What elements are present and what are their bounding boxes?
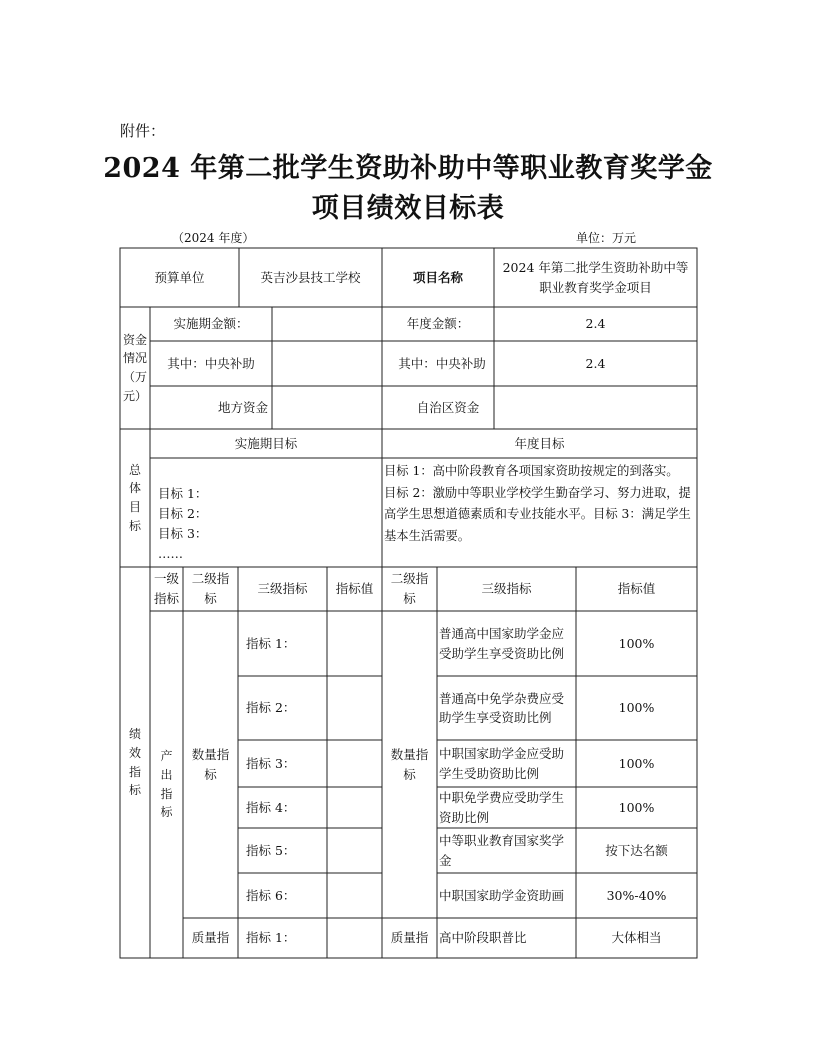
quality-right-value: 大体相当 xyxy=(611,930,662,945)
annual-central-value: 2.4 xyxy=(585,355,606,371)
level3-header-right: 三级指标 xyxy=(481,581,532,596)
funds-label-part: 资金 xyxy=(122,332,147,347)
right-indicator-name: 普通高中国家助学金应受助学生享受资助比例 xyxy=(439,626,565,661)
annual-goal-text: 目标 1：高中阶段教育各项国家资助按规定的到落实。 目标 2：激励中等职业学校学生勤奋学习、努力进取，提高学生思想道德素质和专业技能水平。目标 3：满足学生基本生活需要。 xyxy=(384,464,691,543)
page-title: 2024 年第二批学生资助补助中等职业教育奖学金 xyxy=(103,153,713,184)
quality-indicator-label: 质量指 xyxy=(191,930,230,945)
indicators-label-part: 绩 xyxy=(128,727,141,742)
funds-label-part: （万 xyxy=(122,370,147,384)
right-indicator-name: 普通高中免学杂费应受助学生享受资助比例 xyxy=(439,690,565,725)
right-indicator-value: 100% xyxy=(618,635,655,651)
right-indicator-value: 100% xyxy=(618,755,655,771)
unit-label: 单位：万元 xyxy=(576,231,637,245)
impl-goal-line: 目标 1： xyxy=(158,486,208,501)
right-indicator-name: 中职国家助学金应受助学生受助资助比例 xyxy=(439,746,565,781)
local-funds-value xyxy=(272,386,382,429)
right-indicator-value: 30%-40% xyxy=(606,887,667,903)
left-indicator-value xyxy=(327,740,382,787)
left-indicator-value xyxy=(327,787,382,828)
quantity-indicator-label: 数量指标 xyxy=(191,746,230,782)
goals-label-part: 标 xyxy=(128,518,141,533)
impl-amount-value xyxy=(272,307,382,341)
annual-central-label: 其中：中央补助 xyxy=(398,355,486,371)
output-label-part: 指 xyxy=(160,786,173,801)
budget-unit-label: 预算单位 xyxy=(154,269,205,285)
region-funds-label: 自治区资金 xyxy=(416,399,480,415)
budget-unit-value: 英吉沙县技工学校 xyxy=(260,269,361,285)
goals-label-part: 目 xyxy=(128,500,141,514)
project-name-value: 2024 年第二批学生资助补助中等职业教育奖学金项目 xyxy=(502,259,689,295)
central-subsidy-value xyxy=(272,341,382,386)
local-funds-label: 地方资金 xyxy=(217,399,268,415)
attachment-label: 附件： xyxy=(120,122,166,140)
quality-indicator-label-right: 质量指 xyxy=(390,930,429,945)
left-indicator-value xyxy=(327,611,382,676)
right-indicator-name: 中等职业教育国家奖学金 xyxy=(439,833,565,868)
funds-section-label xyxy=(120,307,150,429)
output-indicator-label xyxy=(150,611,183,958)
output-label-part: 标 xyxy=(160,805,173,820)
quality-right-name: 高中阶段职普比 xyxy=(439,930,527,945)
year-label: （2024 年度） xyxy=(172,231,255,245)
impl-goal-header: 实施期目标 xyxy=(234,435,298,451)
output-label-part: 产 xyxy=(160,749,173,764)
left-indicator-name: 指标 2： xyxy=(246,700,296,715)
level3-header: 三级指标 xyxy=(257,581,308,596)
impl-goal-line: …… xyxy=(158,546,183,561)
left-indicator-name: 指标 5： xyxy=(246,842,296,858)
quality-left-value xyxy=(327,918,382,958)
annual-amount-label: 年度金额： xyxy=(406,316,470,331)
quantity-indicator-label-right: 数量指标 xyxy=(390,746,429,782)
impl-goal-line: 目标 2： xyxy=(158,506,208,521)
right-indicator-name: 中职免学费应受助学生资助比例 xyxy=(439,790,565,825)
left-indicator-name: 指标 1： xyxy=(246,635,296,651)
value-header-right: 指标值 xyxy=(617,581,656,596)
page-title-line2: 项目绩效目标表 xyxy=(311,193,505,224)
region-funds-value xyxy=(494,386,697,429)
goals-label-part: 体 xyxy=(128,481,141,496)
indicators-label-part: 指 xyxy=(128,764,141,779)
output-label-part: 出 xyxy=(160,767,173,782)
left-indicator-name: 指标 6： xyxy=(246,887,296,903)
impl-goal-line: 目标 3： xyxy=(158,526,208,541)
quality-left-name: 指标 1： xyxy=(246,930,296,945)
funds-label-part: 情况 xyxy=(122,351,147,366)
value-header: 指标值 xyxy=(335,581,374,596)
indicators-label-part: 效 xyxy=(128,745,141,760)
left-indicator-value xyxy=(327,828,382,873)
goals-label-part: 总 xyxy=(128,462,141,477)
annual-goal-header: 年度目标 xyxy=(514,435,565,451)
level1-header: 一级指标 xyxy=(153,571,179,606)
left-indicator-name: 指标 4： xyxy=(246,799,296,815)
right-indicator-value: 100% xyxy=(618,799,655,815)
level2-header: 二级指标 xyxy=(191,571,230,606)
annual-amount-value: 2.4 xyxy=(585,316,606,331)
project-name-label: 项目名称 xyxy=(412,269,463,285)
right-indicator-value: 按下达名额 xyxy=(605,842,668,858)
goals-section-label xyxy=(120,429,150,567)
indicators-label-part: 标 xyxy=(128,783,141,798)
left-indicator-value xyxy=(327,676,382,740)
left-indicator-name: 指标 3： xyxy=(246,755,296,771)
funds-label-part: 元） xyxy=(122,388,147,403)
left-indicator-value xyxy=(327,873,382,918)
level2-header-right: 二级指标 xyxy=(390,571,429,606)
impl-amount-label: 实施期金额： xyxy=(173,316,249,331)
right-indicator-value: 100% xyxy=(618,700,655,715)
right-indicator-name: 中职国家助学金资助画 xyxy=(439,887,565,903)
indicators-section-label xyxy=(120,567,150,958)
impl-goal-list xyxy=(158,484,378,564)
central-subsidy-label: 其中：中央补助 xyxy=(167,355,255,371)
